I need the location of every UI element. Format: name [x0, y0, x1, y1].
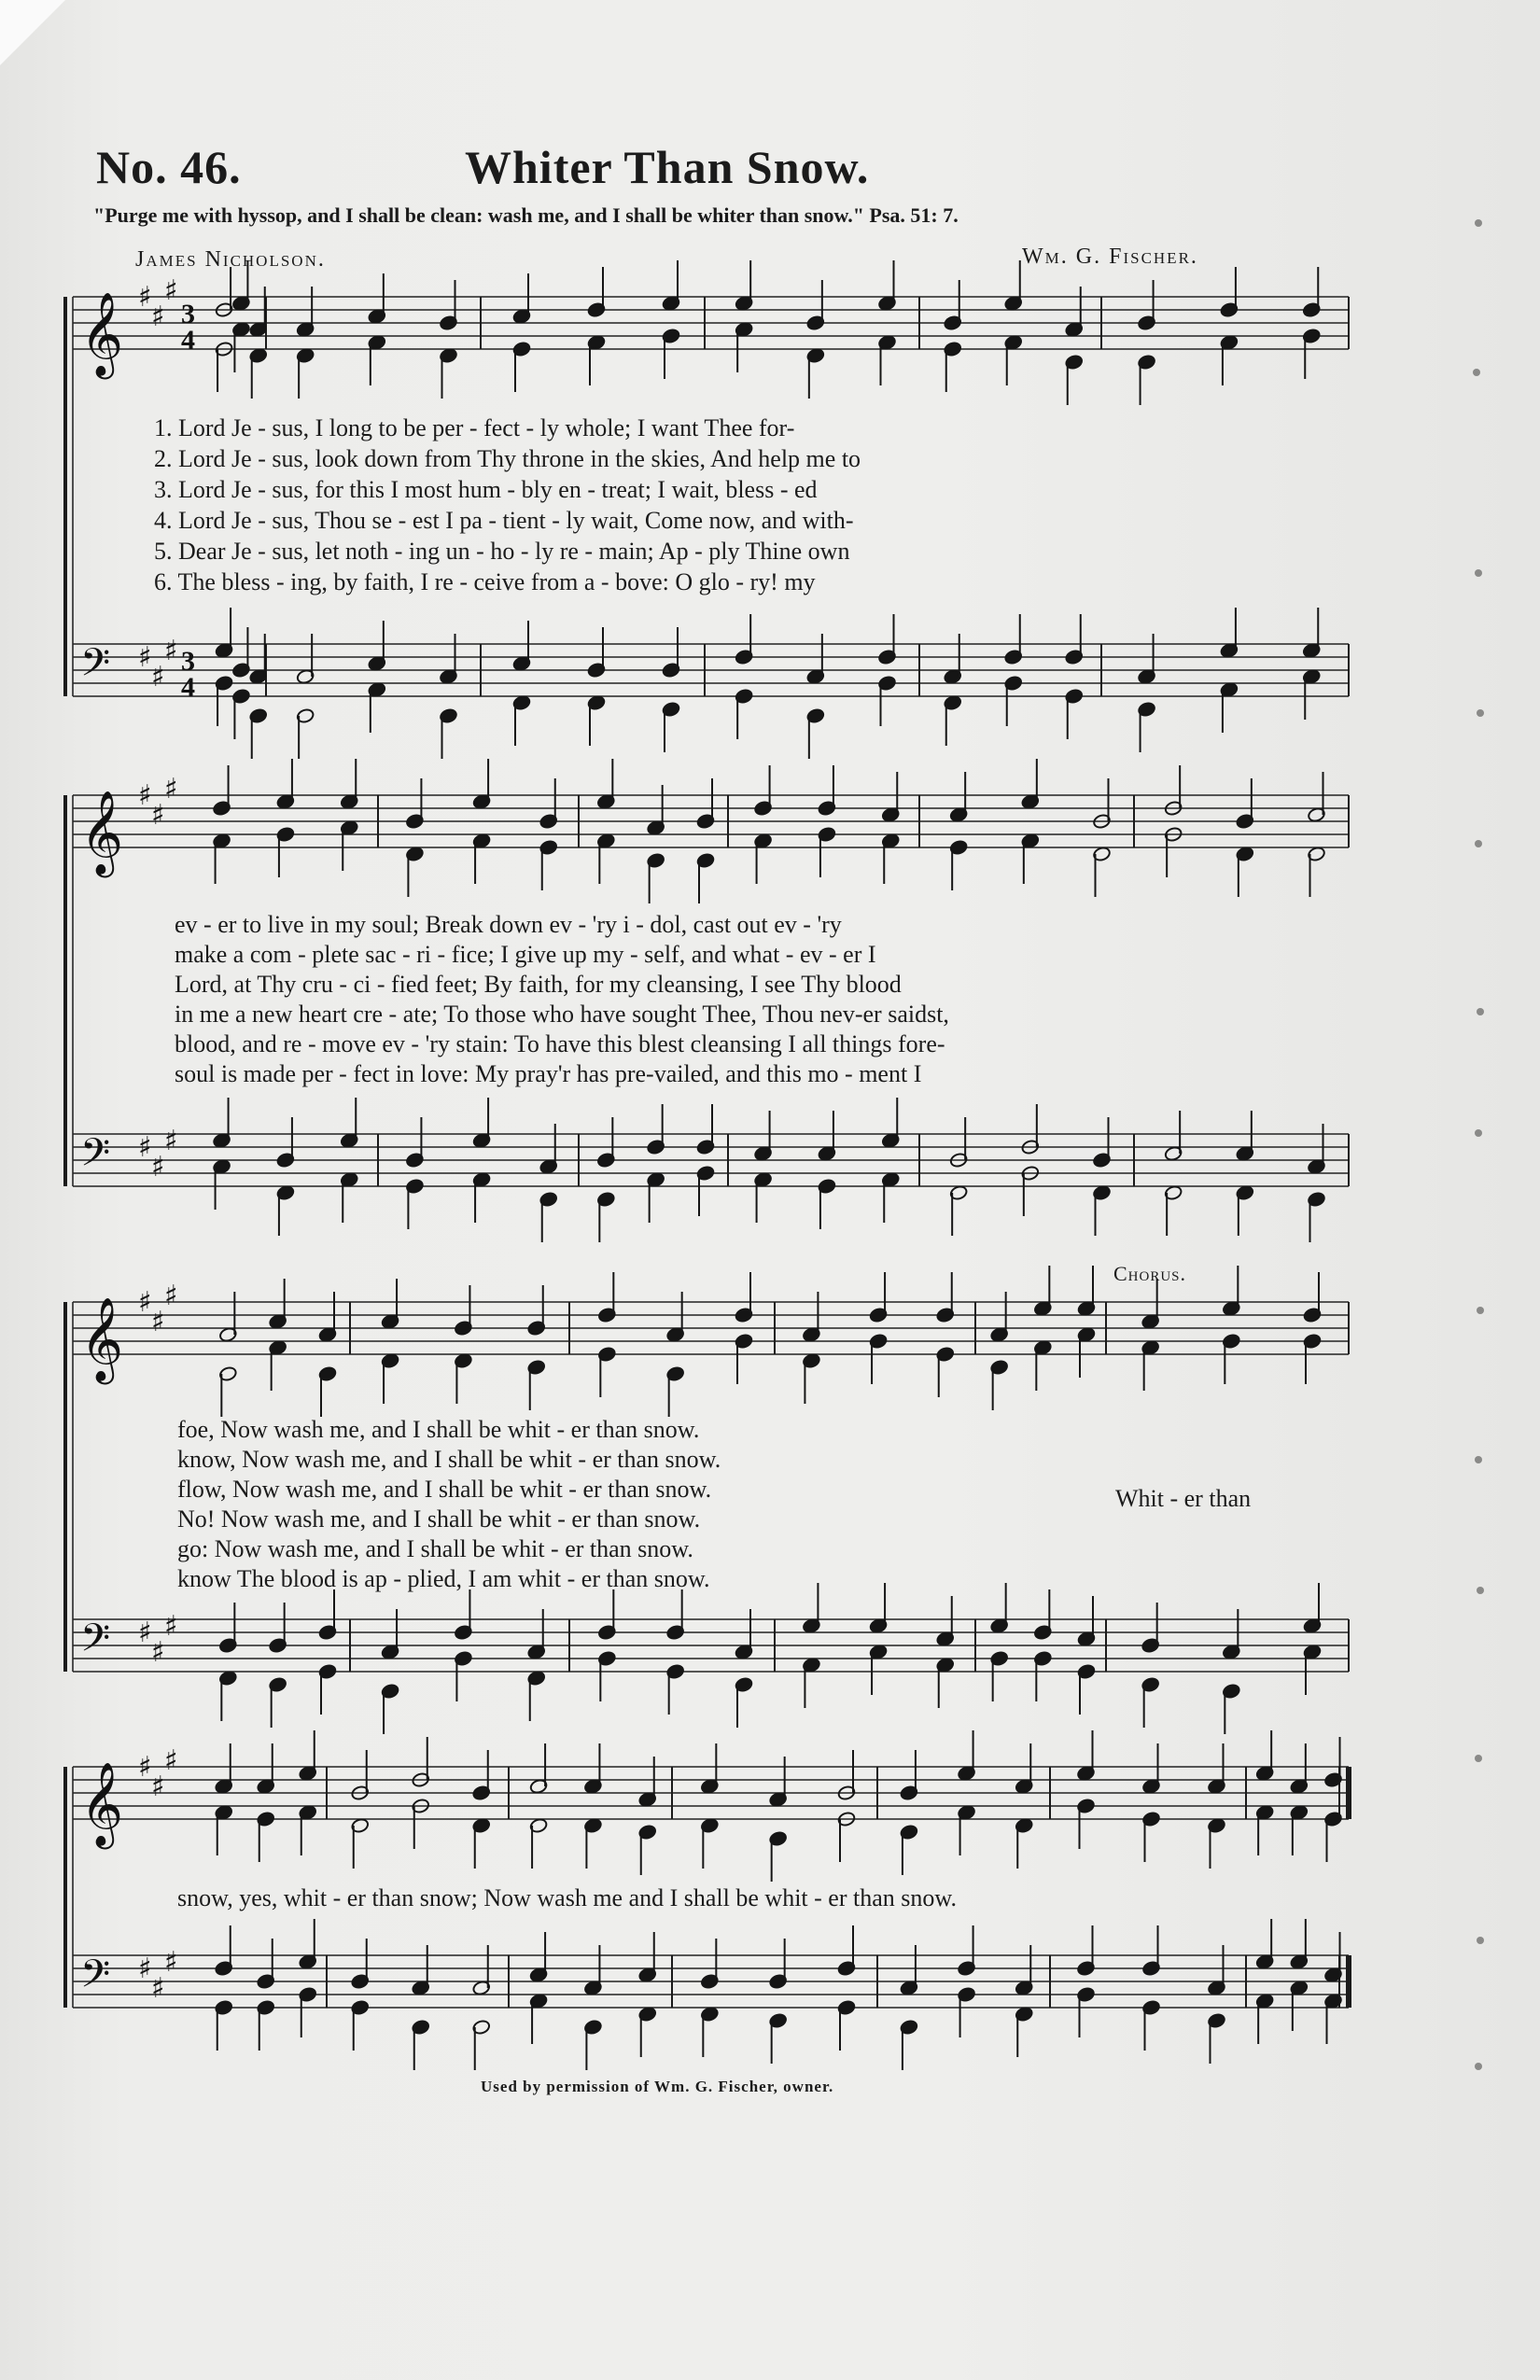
- sharp-icon: ♯: [151, 301, 165, 333]
- time-signature-bottom: 4: [181, 325, 195, 356]
- scripture-epigraph: "Purge me with hyssop, and I shall be clean: wash me, and I shall be whiter than snow." Psa. 51: 7.: [93, 203, 959, 227]
- lyric-line: know, Now wash me, and I shall be whit - er than snow.: [177, 1446, 721, 1473]
- sharp-icon: ♯: [164, 635, 178, 667]
- lyric-line: flow, Now wash me, and I shall be whit - er than snow.: [177, 1476, 712, 1503]
- hymn-title: Whiter Than Snow.: [465, 141, 870, 193]
- binding-hole: [1477, 709, 1484, 717]
- lyric-line: foe, Now wash me, and I shall be whit - er than snow.: [177, 1416, 700, 1443]
- lyric-line: blood, and re - move ev - 'ry stain: To have this blest cleansing I all things fore-: [175, 1030, 945, 1057]
- binding-hole: [1475, 840, 1482, 847]
- sharp-icon: ♯: [138, 1617, 152, 1649]
- sharp-icon: ♯: [138, 1131, 152, 1164]
- lyric-line: Whit - er than: [1115, 1485, 1252, 1512]
- sharp-icon: ♯: [151, 1306, 165, 1338]
- treble-clef-icon: 𝄞: [80, 791, 124, 875]
- sharp-icon: ♯: [138, 1751, 152, 1784]
- binding-hole: [1477, 1937, 1484, 1944]
- binding-hole: [1473, 369, 1480, 376]
- sharp-icon: ♯: [164, 1610, 178, 1643]
- sharp-icon: ♯: [164, 1744, 178, 1777]
- binding-hole: [1477, 1008, 1484, 1015]
- bass-clef-icon: 𝄢: [80, 1952, 111, 2006]
- sharp-icon: ♯: [138, 779, 152, 812]
- treble-clef-icon: 𝄞: [80, 1297, 124, 1381]
- lyric-line: make a com - plete sac - ri - fice; I give up my - self, and what - ev - er I: [175, 941, 876, 968]
- bass-staff: [73, 608, 1349, 759]
- time-signature-bottom: 4: [181, 672, 195, 703]
- binding-hole: [1475, 1129, 1482, 1137]
- binding-hole: [1475, 219, 1482, 227]
- bass-staff: [73, 1583, 1349, 1734]
- binding-hole: [1477, 1587, 1484, 1594]
- sharp-icon: ♯: [151, 1151, 165, 1183]
- sharp-icon: ♯: [164, 274, 178, 307]
- lyric-line: 4. Lord Je - sus, Thou se - est I pa - tient - ly wait, Come now, and with-: [154, 507, 854, 534]
- composer-credit: Wm. G. Fischer.: [1022, 245, 1198, 269]
- lyric-line: snow, yes, whit - er than snow; Now wash me and I shall be whit - er than snow.: [177, 1884, 957, 1911]
- treble-clef-icon: 𝄞: [80, 1762, 124, 1846]
- sharp-icon: ♯: [151, 661, 165, 693]
- sharp-icon: ♯: [164, 1280, 178, 1312]
- permission-credit: Used by permission of Wm. G. Fischer, owner.: [481, 2078, 834, 2095]
- binding-hole: [1475, 569, 1482, 577]
- treble-staff: [73, 759, 1349, 903]
- sharp-icon: ♯: [138, 281, 152, 314]
- lyric-line: 1. Lord Je - sus, I long to be per - fect - ly whole; I want Thee for-: [154, 414, 795, 441]
- lyric-line: 3. Lord Je - sus, for this I most hum - bly en - treat; I wait, bless - ed: [154, 476, 818, 503]
- sharp-icon: ♯: [151, 1771, 165, 1803]
- treble-staff: [73, 260, 1349, 405]
- hymn-number: No. 46.: [96, 141, 242, 193]
- lyric-line: 6. The bless - ing, by faith, I re - ceive from a - bove: O glo - ry! my: [154, 568, 816, 595]
- binding-hole: [1475, 2063, 1482, 2070]
- time-signature-top: 3: [181, 646, 195, 677]
- lyric-line: 5. Dear Je - sus, let noth - ing un - ho - ly re - main; Ap - ply Thine own: [154, 538, 850, 565]
- bass-clef-icon: 𝄢: [80, 640, 111, 694]
- lyricist-credit: James Nicholson.: [135, 247, 326, 272]
- lyric-line: soul is made per - fect in love: My pray'r has pre-vailed, and this mo - ment I: [175, 1060, 922, 1087]
- lyric-line: ev - er to live in my soul; Break down ev - 'ry i - dol, cast out ev - 'ry: [175, 911, 842, 938]
- binding-hole: [1475, 1456, 1482, 1463]
- bass-staff: [73, 1919, 1349, 2070]
- lyric-line: go: Now wash me, and I shall be whit - er than snow.: [177, 1535, 693, 1562]
- sharp-icon: ♯: [151, 799, 165, 832]
- time-signature-top: 3: [181, 299, 195, 329]
- treble-staff: [73, 1730, 1349, 1882]
- bass-clef-icon: 𝄢: [80, 1130, 111, 1184]
- sharp-icon: ♯: [138, 1286, 152, 1319]
- sharp-icon: ♯: [164, 1125, 178, 1157]
- binding-hole: [1477, 1307, 1484, 1314]
- treble-clef-icon: 𝄞: [80, 292, 124, 376]
- lyric-line: in me a new heart cre - ate; To those who have sought Thee, Thou nev-er saidst,: [175, 1001, 949, 1028]
- treble-staff: [73, 1266, 1349, 1417]
- bass-clef-icon: 𝄢: [80, 1616, 111, 1670]
- sharp-icon: ♯: [164, 1946, 178, 1979]
- sharp-icon: ♯: [138, 1953, 152, 1985]
- lyric-line: Lord, at Thy cru - ci - fied feet; By faith, for my cleansing, I see Thy blood: [175, 971, 902, 998]
- sharp-icon: ♯: [151, 1972, 165, 2005]
- chorus-label: Chorus.: [1113, 1262, 1187, 1285]
- lyric-line: know The blood is ap - plied, I am whit - er than snow.: [177, 1565, 710, 1592]
- sharp-icon: ♯: [151, 1636, 165, 1669]
- bass-staff: [73, 1098, 1349, 1242]
- lyric-line: 2. Lord Je - sus, look down from Thy throne in the skies, And help me to: [154, 445, 861, 472]
- binding-hole: [1475, 1755, 1482, 1762]
- sharp-icon: ♯: [164, 773, 178, 805]
- sharp-icon: ♯: [138, 641, 152, 674]
- lyric-line: No! Now wash me, and I shall be whit - er than snow.: [177, 1505, 701, 1533]
